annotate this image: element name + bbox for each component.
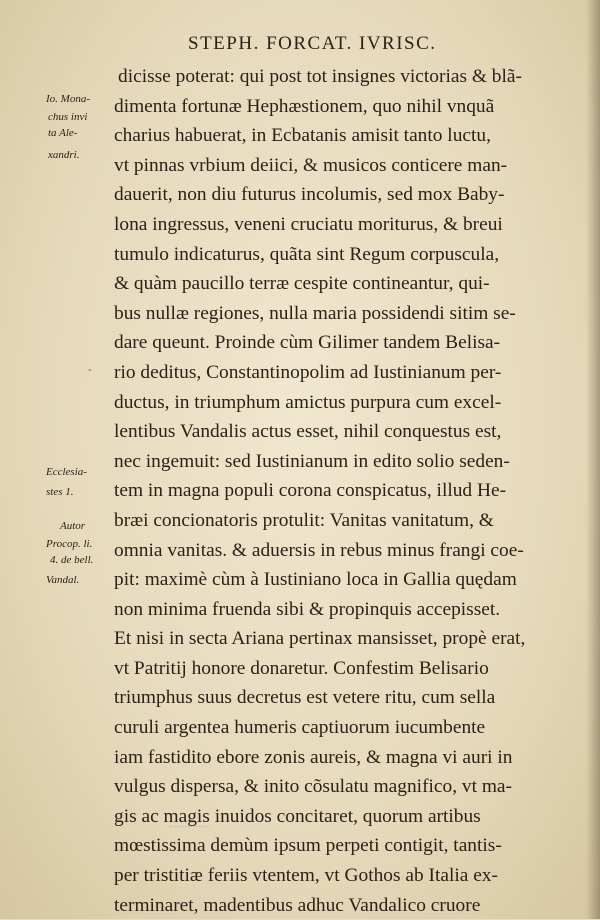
- text-line: dicisse poterat: qui post tot insignes victorias & blã-: [118, 66, 522, 87]
- margin-note: Vandal.: [46, 574, 80, 586]
- margin-notes: [0, 0, 112, 919]
- text-line: terminaret, madentibus adhuc Vandalico cruore: [114, 894, 481, 916]
- margin-note: chus invi: [48, 111, 88, 123]
- margin-note: xandri.: [48, 149, 80, 161]
- text-line: dauerit, non diu futurus incolumis, sed mox Baby-: [114, 184, 505, 206]
- margin-note: Io. Mona-: [46, 93, 90, 105]
- body-text: [114, 62, 584, 920]
- text-line: lentibus Vandalis actus esset, nihil conquestus est,: [114, 421, 502, 443]
- text-line: Et nisi in secta Ariana pertinax mansisset, propè erat,: [114, 628, 526, 650]
- text-line: iam fastidito ebore zonis aureis, & magna vi auri in: [114, 746, 513, 768]
- text-line: tumulo indicaturus, quãta sint Regum corpuscula,: [114, 243, 500, 265]
- text-line: omnia vanitas. & aduersis in rebus minus frangi coe-: [114, 539, 524, 561]
- text-line: pit: maximè cùm à Iustiniano loca in Gallia quędam: [114, 569, 517, 591]
- text-line: vulgus dispersa, & inito cõsulatu magnifico, vt ma-: [114, 776, 512, 798]
- text-line: & quàm paucillo terræ cespite contineantur, qui-: [114, 273, 490, 295]
- text-line: vt pinnas vrbium deiici, & musicos conticere man-: [114, 154, 508, 176]
- text-line: ductus, in triumphum amictus purpura cum excel-: [114, 391, 502, 413]
- margin-note: ta Ale-: [48, 127, 78, 139]
- text-line: triumphus suus decretus est vetere ritu, cum sella: [114, 687, 496, 709]
- margin-note: 4. de bell.: [50, 554, 94, 566]
- text-line: tem in magna populi corona conspicatus, illud He-: [114, 480, 507, 502]
- text-line: charius habuerat, in Ecbatanis amisit tanto luctu,: [114, 125, 491, 147]
- text-line: dare queunt. Proinde cùm Gilimer tandem Belisa-: [114, 332, 501, 354]
- text-line: lona ingressus, veneni cruciatu moriturus, & breui: [114, 213, 503, 235]
- running-head: STEPH. FORCAT. IVRISC.: [188, 33, 437, 54]
- margin-note: Autor: [60, 520, 86, 532]
- margin-note: Ecclesia-: [46, 466, 87, 478]
- text-line: curuli argentea humeris captiuorum iucumbente: [114, 717, 486, 739]
- text-line: non minima fruenda sibi & propinquis accepisset.: [114, 598, 501, 620]
- text-line: dimenta fortunæ Hephæstionem, quo nihil vnquã: [114, 95, 495, 117]
- page-stain: [170, 826, 210, 835]
- text-line: per tristitiæ feriis vtentem, vt Gothos ab Italia ex-: [114, 865, 498, 887]
- text-line: rio deditus, Constantinopolim ad Iustinianum per-: [114, 361, 502, 383]
- text-line: bus nullæ regiones, nulla maria possidendi sitim se-: [114, 302, 516, 324]
- text-line: bræi concionatoris protulit: Vanitas vanitatum, &: [114, 509, 494, 531]
- text-line: vt Patritij honore donaretur. Confestim Belisario: [114, 657, 489, 679]
- text-line: mœstissima demùm ipsum perpeti contigit, tantis-: [114, 835, 502, 857]
- text-line: nec ingemuit: sed Iustinianum in edito solio seden-: [114, 450, 510, 472]
- margin-tick-mark: -: [88, 363, 92, 376]
- margin-note: stes 1.: [46, 486, 74, 498]
- margin-note: Procop. li.: [46, 538, 93, 550]
- page-edge-shadow: [586, 0, 600, 919]
- text-line: gis ac magis inuidos concitaret, quorum artibus: [114, 805, 481, 827]
